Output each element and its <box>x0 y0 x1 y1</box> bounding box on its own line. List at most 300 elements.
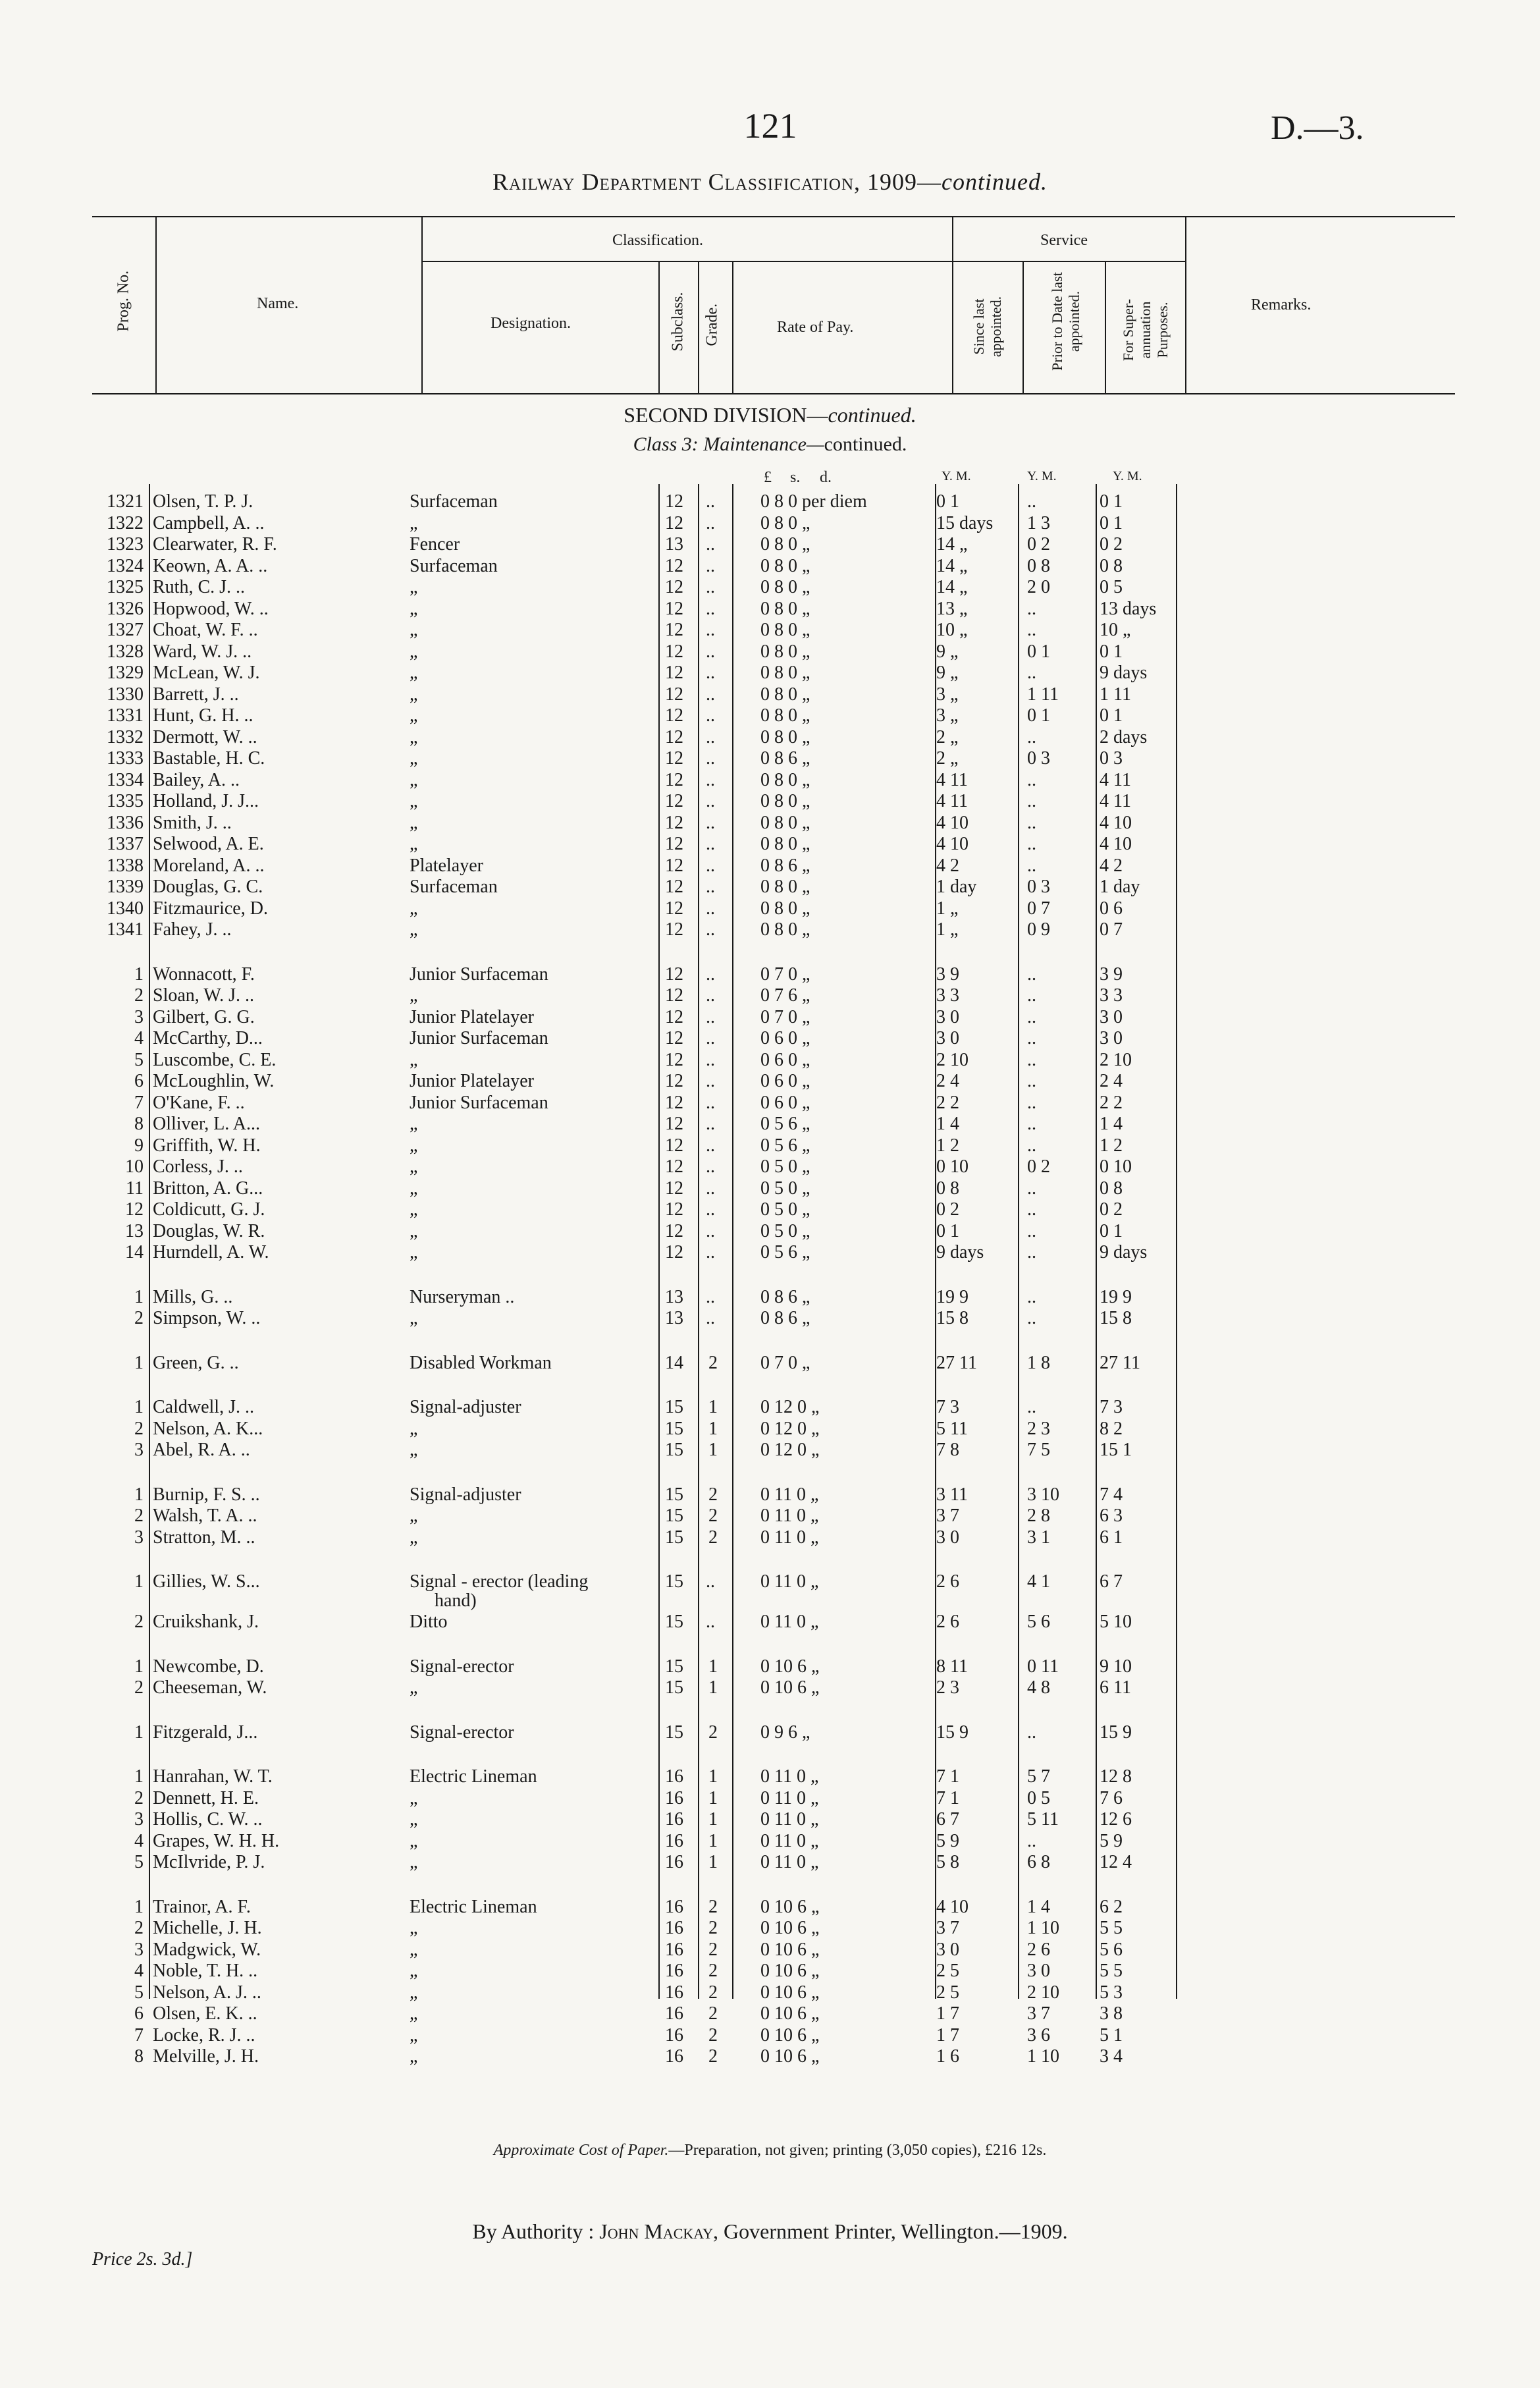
table-row <box>0 1242 1540 1263</box>
prior-to-date: 6 8 <box>1027 1852 1050 1872</box>
grade: .. <box>706 1220 715 1241</box>
prog-no: 6 <box>134 1071 144 1091</box>
prog-no: 4 <box>134 1028 144 1048</box>
subclass: 12 <box>665 598 683 619</box>
designation: „ <box>410 1114 418 1134</box>
since-last-appointed: 4 10 <box>936 812 969 833</box>
superannuation: 0 8 <box>1100 555 1123 576</box>
prior-to-date: 5 7 <box>1027 1766 1050 1787</box>
col-divider <box>698 261 699 394</box>
rate-of-pay: 0 11 0 „ <box>760 1852 819 1872</box>
superannuation: 4 10 <box>1100 834 1132 854</box>
rate-of-pay: 0 8 0 „ <box>760 834 810 854</box>
prog-no: 3 <box>134 1939 144 1960</box>
table-row <box>0 1178 1540 1199</box>
prior-to-date: 0 7 <box>1027 898 1050 919</box>
subclass: 15 <box>665 1418 683 1439</box>
superannuation: 10 „ <box>1100 620 1131 640</box>
table-row <box>0 513 1540 534</box>
grade: .. <box>706 512 715 533</box>
prog-no: 1 <box>134 1571 144 1592</box>
designation: „ <box>410 1939 418 1960</box>
employee-name: O'Kane, F. .. <box>153 1092 245 1113</box>
designation: „ <box>410 684 418 705</box>
subclass: 12 <box>665 705 683 726</box>
since-last-appointed: 14 „ <box>936 534 968 555</box>
since-last-appointed: 5 11 <box>936 1418 968 1439</box>
prior-to-date: 4 1 <box>1027 1571 1050 1592</box>
since-last-appointed: 9 „ <box>936 641 959 662</box>
table-row <box>0 1506 1540 1527</box>
designation: „ <box>410 812 418 833</box>
subclass: 16 <box>665 1918 683 1938</box>
table-row <box>0 1221 1540 1242</box>
rate-of-pay: 0 11 0 „ <box>760 1527 819 1548</box>
superannuation: 5 5 <box>1100 1961 1123 1981</box>
rate-of-pay: 0 8 0 „ <box>760 898 810 919</box>
superannuation: 6 7 <box>1100 1571 1123 1592</box>
rate-of-pay: 0 10 6 „ <box>760 2024 820 2046</box>
rate-of-pay: 0 8 0 „ <box>760 598 810 619</box>
prior-to-date: .. <box>1027 1220 1036 1241</box>
grade: 2 <box>708 1527 718 1548</box>
col-divider <box>155 216 157 394</box>
employee-name: Holland, J. J... <box>153 791 259 811</box>
prog-no: 1338 <box>107 855 144 876</box>
grade: 1 <box>708 1418 718 1439</box>
subclass: 16 <box>665 1766 683 1787</box>
grade: 2 <box>708 1918 718 1938</box>
table-row <box>0 1199 1540 1220</box>
table-row <box>0 684 1540 705</box>
since-last-appointed: 1 „ <box>936 919 959 940</box>
since-last-appointed: 5 8 <box>936 1852 959 1872</box>
table-row <box>0 1612 1540 1633</box>
col-subclass: Subclass. <box>669 292 687 352</box>
employee-name: Griffith, W. H. <box>153 1135 261 1156</box>
designation: Junior Surfaceman <box>410 1092 548 1113</box>
designation: „ <box>410 577 418 597</box>
employee-name: Walsh, T. A. .. <box>153 1506 257 1526</box>
subclass: 12 <box>665 985 683 1006</box>
subclass: 16 <box>665 1830 683 1851</box>
superannuation: 3 9 <box>1100 963 1123 985</box>
prog-no: 4 <box>134 1830 144 1851</box>
since-last-appointed: 2 5 <box>936 1982 959 2003</box>
grade: 2 <box>708 2003 718 2024</box>
employee-name: Choat, W. F. .. <box>153 620 258 640</box>
prior-to-date: 0 3 <box>1027 748 1050 769</box>
designation: Disabled Workman <box>410 1352 552 1373</box>
grade: 1 <box>708 1809 718 1830</box>
col-designation: Designation. <box>491 315 571 332</box>
superannuation: 9 days <box>1100 663 1148 683</box>
prog-no: 2 <box>134 1677 144 1698</box>
rate-of-pay: 0 12 0 „ <box>760 1418 820 1439</box>
rate-of-pay: 0 11 0 „ <box>760 1484 819 1505</box>
prog-no: 2 <box>134 1918 144 1938</box>
designation: „ <box>410 705 418 726</box>
col-divider <box>1185 216 1186 394</box>
employee-name: Campbell, A. .. <box>153 512 265 533</box>
since-last-appointed: 4 10 <box>936 1896 969 1917</box>
employee-name: Stratton, M. .. <box>153 1527 255 1548</box>
employee-name: Sloan, W. J. .. <box>153 985 255 1006</box>
rate-of-pay: 0 8 0 „ <box>760 555 810 576</box>
prior-to-date: .. <box>1027 1071 1036 1091</box>
superannuation: 5 5 <box>1100 1918 1123 1938</box>
employee-name: Fitzgerald, J... <box>153 1722 258 1743</box>
grade: .. <box>706 577 715 597</box>
employee-name: Ward, W. J. .. <box>153 641 252 662</box>
prior-to-date: 1 4 <box>1027 1896 1050 1917</box>
col-since-last: Since last appointed. <box>970 296 1004 358</box>
rate-of-pay: 0 8 0 „ <box>760 577 810 597</box>
superannuation: 3 4 <box>1100 2046 1123 2067</box>
table-row <box>0 491 1540 512</box>
grade: 2 <box>708 1484 718 1505</box>
superannuation: 9 10 <box>1100 1656 1132 1677</box>
prog-no: 3 <box>134 1440 144 1460</box>
designation: „ <box>410 1418 418 1439</box>
employee-name: Madgwick, W. <box>153 1939 261 1960</box>
prior-to-date: 3 7 <box>1027 2003 1050 2024</box>
subclass: 12 <box>665 1092 683 1113</box>
table-row <box>0 1114 1540 1135</box>
prog-no: 1329 <box>107 663 144 683</box>
table-row <box>0 2025 1540 2046</box>
employee-name: Selwood, A. E. <box>153 834 264 854</box>
designation: „ <box>410 1440 418 1460</box>
since-last-appointed: 0 1 <box>936 491 959 512</box>
superannuation: 6 11 <box>1100 1677 1131 1698</box>
superannuation: 5 3 <box>1100 1982 1123 2003</box>
employee-name: Simpson, W. .. <box>153 1308 261 1328</box>
since-last-appointed: 15 9 <box>936 1722 969 1743</box>
since-last-appointed: 7 1 <box>936 1787 959 1808</box>
superannuation: 4 11 <box>1100 791 1131 811</box>
subclass: 15 <box>665 1527 683 1548</box>
employee-name: Cruikshank, J. <box>153 1612 259 1632</box>
designation: „ <box>410 663 418 683</box>
designation: „ <box>410 1049 418 1070</box>
employee-name: McLean, W. J. <box>153 663 260 683</box>
since-last-appointed: 0 1 <box>936 1220 959 1241</box>
prog-no: 1322 <box>107 512 144 533</box>
since-last-appointed: 2 3 <box>936 1677 959 1698</box>
prog-no: 12 <box>125 1199 144 1220</box>
table-row <box>0 1287 1540 1308</box>
employee-name: Caldwell, J. .. <box>153 1397 254 1417</box>
since-last-appointed: 3 „ <box>936 684 959 705</box>
prog-no: 1330 <box>107 684 144 705</box>
superannuation: 5 1 <box>1100 2024 1123 2046</box>
superannuation: 6 1 <box>1100 1527 1123 1548</box>
rate-of-pay: 0 8 0 „ <box>760 812 810 833</box>
designation: „ <box>410 2003 418 2024</box>
designation: „ <box>410 1918 418 1938</box>
grade: .. <box>706 812 715 833</box>
grade: .. <box>706 684 715 705</box>
grade: .. <box>706 1286 715 1307</box>
grade: .. <box>706 919 715 940</box>
grade: 2 <box>708 1722 718 1743</box>
employee-name: Wonnacott, F. <box>153 963 255 985</box>
designation: „ <box>410 598 418 619</box>
prior-to-date: .. <box>1027 726 1036 747</box>
rate-of-pay: 0 8 0 „ <box>760 726 810 747</box>
grade: .. <box>706 1156 715 1177</box>
designation: „ <box>410 1677 418 1698</box>
employee-name: McCarthy, D... <box>153 1028 263 1048</box>
prior-to-date: 3 1 <box>1027 1527 1050 1548</box>
prog-no: 7 <box>134 1092 144 1113</box>
designation: Nurseryman .. <box>410 1286 515 1307</box>
rate-of-pay: 0 6 0 „ <box>760 1092 810 1113</box>
prior-to-date: .. <box>1027 1308 1036 1328</box>
grade: .. <box>706 985 715 1006</box>
subclass: 12 <box>665 491 683 512</box>
table-row <box>0 1897 1540 1918</box>
table-row <box>0 534 1540 555</box>
rate-of-pay: 0 7 0 „ <box>760 1352 810 1373</box>
since-last-appointed: 14 „ <box>936 577 968 597</box>
prog-no: 1327 <box>107 620 144 640</box>
prog-no: 1332 <box>107 726 144 747</box>
prog-no: 5 <box>134 1852 144 1872</box>
designation: „ <box>410 620 418 640</box>
table-row <box>0 748 1540 769</box>
designation: Surfaceman <box>410 491 498 512</box>
table-row <box>0 1940 1540 1961</box>
col-divider <box>1105 261 1106 394</box>
grade: .. <box>706 898 715 919</box>
employee-name: Nelson, A. K... <box>153 1418 263 1439</box>
since-last-appointed: 3 0 <box>936 1028 959 1048</box>
since-last-appointed: 10 „ <box>936 620 968 640</box>
employee-name: Nelson, A. J. .. <box>153 1982 261 2003</box>
rate-of-pay: 0 10 6 „ <box>760 1939 820 1960</box>
superannuation: 4 11 <box>1100 769 1131 790</box>
table-row-continuation <box>0 1590 1540 1612</box>
employee-name: Fitzmaurice, D. <box>153 898 268 919</box>
superannuation: 1 2 <box>1100 1135 1123 1156</box>
since-last-appointed: 1 2 <box>936 1135 959 1156</box>
superannuation: 5 6 <box>1100 1939 1123 1960</box>
designation: Fencer <box>410 534 460 555</box>
prior-to-date: .. <box>1027 663 1036 683</box>
prog-no: 1324 <box>107 555 144 576</box>
subclass: 12 <box>665 834 683 854</box>
grade: 2 <box>708 1352 718 1373</box>
subclass: 12 <box>665 812 683 833</box>
prog-no: 1321 <box>107 491 144 512</box>
col-divider <box>421 216 423 394</box>
section-heading-main: SECOND DIVISION— <box>624 403 828 427</box>
table-row <box>0 1788 1540 1809</box>
subclass: 12 <box>665 1071 683 1091</box>
rate-of-pay: 0 7 0 „ <box>760 963 810 985</box>
table-row <box>0 791 1540 812</box>
prior-to-date: 0 9 <box>1027 919 1050 940</box>
rate-of-pay: 0 7 0 „ <box>760 1006 810 1027</box>
superannuation: 27 11 <box>1100 1352 1140 1373</box>
since-last-appointed: 1 6 <box>936 2046 959 2067</box>
prog-no: 2 <box>134 1612 144 1632</box>
since-last-appointed: 4 11 <box>936 791 968 811</box>
subclass: 13 <box>665 1308 683 1328</box>
rate-of-pay: 0 8 0 „ <box>760 769 810 790</box>
grade: .. <box>706 855 715 876</box>
page-number: 121 <box>743 106 797 146</box>
superannuation: 5 10 <box>1100 1612 1132 1632</box>
superannuation: 4 10 <box>1100 812 1132 833</box>
superannuation: 0 5 <box>1100 577 1123 597</box>
unit-ym-prior: Y. M. <box>1027 469 1057 483</box>
table-row <box>0 577 1540 598</box>
grade: 2 <box>708 2046 718 2067</box>
table-row <box>0 1071 1540 1092</box>
rate-of-pay: 0 5 0 „ <box>760 1220 810 1241</box>
rule-header-bottom <box>92 393 1455 394</box>
superannuation: 15 8 <box>1100 1308 1132 1328</box>
since-last-appointed: 15 days <box>936 512 994 533</box>
prior-to-date: 7 5 <box>1027 1440 1050 1460</box>
table-row <box>0 877 1540 898</box>
grade: .. <box>706 748 715 769</box>
table-row <box>0 1484 1540 1506</box>
table-row <box>0 620 1540 641</box>
designation: „ <box>410 919 418 940</box>
employee-name: Hopwood, W. .. <box>153 598 269 619</box>
subclass: 15 <box>665 1656 683 1677</box>
subclass: 13 <box>665 534 683 555</box>
grade: .. <box>706 1308 715 1328</box>
unit-shillings: s. <box>790 469 801 486</box>
prior-to-date: 3 0 <box>1027 1961 1050 1981</box>
prior-to-date: .. <box>1027 1199 1036 1220</box>
designation: „ <box>410 1830 418 1851</box>
prior-to-date: 2 0 <box>1027 577 1050 597</box>
superannuation: 6 2 <box>1100 1896 1123 1917</box>
rate-of-pay: 0 5 0 „ <box>760 1178 810 1199</box>
prior-to-date: 0 11 <box>1027 1656 1059 1677</box>
employee-name: Moreland, A. .. <box>153 855 265 876</box>
designation: „ <box>410 2046 418 2067</box>
subclass: 15 <box>665 1677 683 1698</box>
grade: 2 <box>708 1506 718 1526</box>
col-name: Name. <box>257 295 299 312</box>
since-last-appointed: 2 10 <box>936 1049 969 1070</box>
grade: 1 <box>708 1852 718 1872</box>
prior-to-date: 0 5 <box>1027 1787 1050 1808</box>
table-row <box>0 1419 1540 1440</box>
since-last-appointed: 2 2 <box>936 1092 959 1113</box>
designation: Junior Platelayer <box>410 1006 534 1027</box>
superannuation: 6 3 <box>1100 1506 1123 1526</box>
subclass: 15 <box>665 1397 683 1417</box>
prog-no: 6 <box>134 2003 144 2024</box>
subclass: 15 <box>665 1612 683 1632</box>
since-last-appointed: 3 3 <box>936 985 959 1006</box>
prog-no: 14 <box>125 1242 144 1262</box>
employee-name: Noble, T. H. .. <box>153 1961 258 1981</box>
since-last-appointed: 1 „ <box>936 898 959 919</box>
subclass: 16 <box>665 2046 683 2067</box>
grade: .. <box>706 555 715 576</box>
since-last-appointed: 2 „ <box>936 748 959 769</box>
table-row <box>0 1722 1540 1743</box>
subclass: 12 <box>665 1028 683 1048</box>
prior-to-date: 1 10 <box>1027 2046 1059 2067</box>
rate-of-pay: 0 11 0 „ <box>760 1612 819 1632</box>
designation: „ <box>410 512 418 533</box>
employee-name: Bailey, A. .. <box>153 769 240 790</box>
designation: „ <box>410 1242 418 1262</box>
prog-no: 1336 <box>107 812 144 833</box>
table-row <box>0 1353 1540 1374</box>
since-last-appointed: 2 „ <box>936 726 959 747</box>
designation: Surfaceman <box>410 555 498 576</box>
prior-to-date: .. <box>1027 1092 1036 1113</box>
since-last-appointed: 4 11 <box>936 769 968 790</box>
superannuation: 9 days <box>1100 1242 1148 1262</box>
grade: .. <box>706 963 715 985</box>
designation: „ <box>410 791 418 811</box>
employee-name: Ruth, C. J. .. <box>153 577 246 597</box>
rate-of-pay: 0 5 6 „ <box>760 1242 810 1262</box>
running-title <box>0 168 1540 196</box>
employee-name: Locke, R. J. .. <box>153 2024 255 2046</box>
designation: „ <box>410 1809 418 1830</box>
grade: .. <box>706 791 715 811</box>
grade: .. <box>706 705 715 726</box>
rate-of-pay: 0 5 6 „ <box>760 1114 810 1134</box>
designation: „ <box>410 1308 418 1328</box>
employee-name: Abel, R. A. .. <box>153 1440 250 1460</box>
designation: „ <box>410 748 418 769</box>
prior-to-date: 4 8 <box>1027 1677 1050 1698</box>
employee-name: Barrett, J. .. <box>153 684 239 705</box>
rate-of-pay: 0 8 0 „ <box>760 620 810 640</box>
subclass: 15 <box>665 1571 683 1592</box>
grade: .. <box>706 1071 715 1091</box>
superannuation: 12 4 <box>1100 1852 1132 1872</box>
designation: Junior Surfaceman <box>410 963 548 985</box>
prior-to-date: 2 10 <box>1027 1982 1059 2003</box>
prior-to-date: .. <box>1027 1028 1036 1048</box>
subclass: 12 <box>665 1220 683 1241</box>
rate-of-pay: 0 8 0 „ <box>760 512 810 533</box>
prog-no: 8 <box>134 2046 144 2067</box>
table-row <box>0 1050 1540 1071</box>
designation: „ <box>410 985 418 1006</box>
employee-name: McIlvride, P. J. <box>153 1852 265 1872</box>
subclass: 12 <box>665 1199 683 1220</box>
since-last-appointed: 3 9 <box>936 963 959 985</box>
prior-to-date: .. <box>1027 834 1036 854</box>
superannuation: 13 days <box>1100 598 1157 619</box>
unit-pounds: £ <box>764 469 772 486</box>
since-last-appointed: 1 day <box>936 877 977 897</box>
grade: .. <box>706 534 715 555</box>
grade: 2 <box>708 1982 718 2003</box>
since-last-appointed: 7 8 <box>936 1440 959 1460</box>
prior-to-date: .. <box>1027 1397 1036 1417</box>
prog-no: 5 <box>134 1982 144 2003</box>
col-prior-to-date: Prior to Date last appointed. <box>1049 272 1082 371</box>
employee-name: McLoughlin, W. <box>153 1071 275 1091</box>
